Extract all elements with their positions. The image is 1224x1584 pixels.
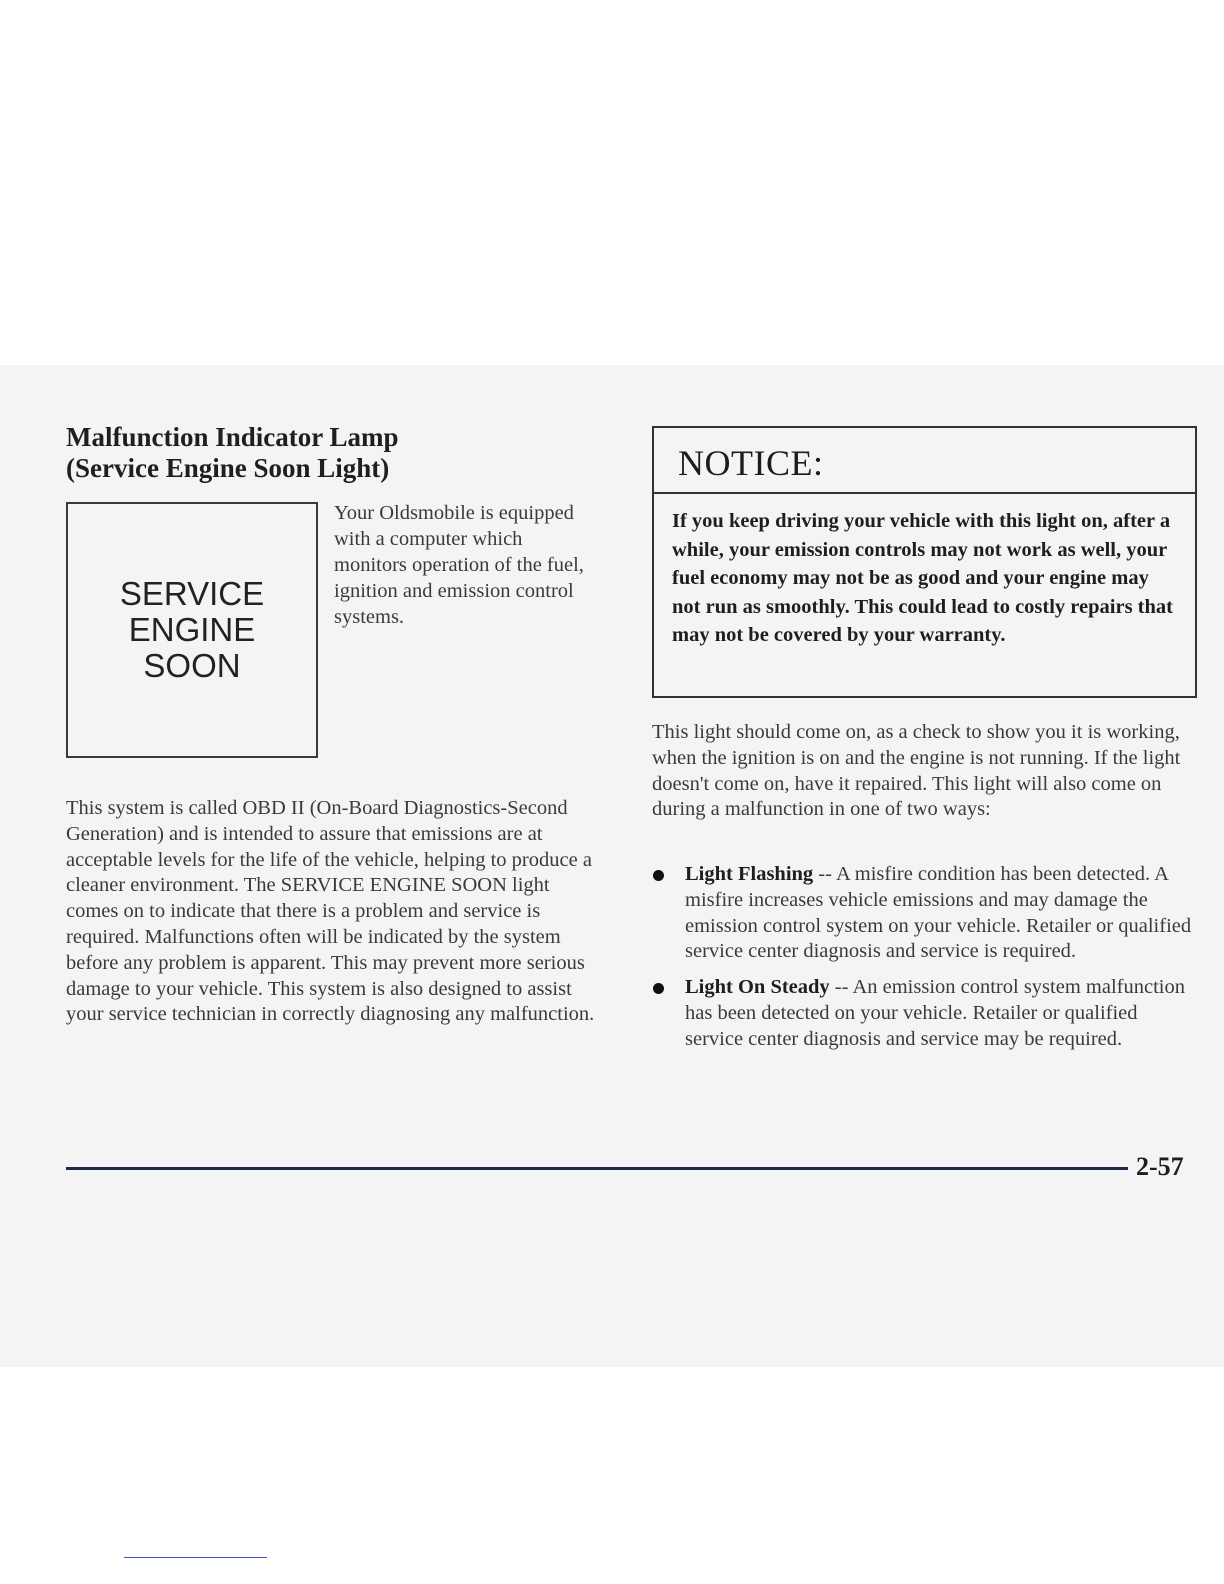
lamp-text-line2: ENGINE (128, 611, 256, 648)
bullet-icon (653, 870, 664, 881)
list-item (652, 862, 1197, 965)
lamp-text-line3: SOON (143, 647, 241, 684)
bullet-term: Light On Steady (685, 976, 830, 999)
notice-text: If you keep driving your vehicle with this light on, after a while, your emission controls may not work as well, your fuel economy may not be as good and your engine may not run as smoothly. This could lead to costly repairs that may not be covered by your warranty. (672, 510, 1173, 647)
list-item (652, 975, 1197, 1052)
malfunction-modes-list (652, 862, 1197, 1063)
intro-paragraph: Your Oldsmobile is equipped with a computer which monitors operation of the fuel, ignition and emission control systems. (334, 502, 584, 628)
bullet-term: Light Flashing (685, 863, 814, 885)
notice-box (652, 426, 1197, 698)
section-title-line1: Malfunction Indicator Lamp (66, 422, 399, 452)
notice-heading: NOTICE: (654, 428, 1195, 494)
bullet-icon (653, 983, 664, 994)
bottom-link-underline[interactable] (124, 1557, 267, 1558)
bullet-text: -- A misfire condition has been detected. A misfire increases vehicle emissions and may damage the emission control system on your vehicle. Retailer or qualified service center diagnosis and service is required. (685, 863, 1192, 963)
bullet-text: -- An emission control system malfunction has been detected on your vehicle. Retailer or qualified service center diagnosis and service may be required. (685, 976, 1185, 1050)
service-engine-soon-lamp-illustration (66, 502, 318, 758)
page-number: 2-57 (1136, 1152, 1184, 1181)
footer-rule (66, 1167, 1128, 1170)
lamp-text-line1: SERVICE (119, 575, 265, 612)
light-check-paragraph: This light should come on, as a check to show you it is working, when the ignition is on and the engine is not running. If the light doesn't come on, have it repaired. This light will also come on during a malfunction in one of two ways: (652, 721, 1181, 821)
obd-description-paragraph: This system is called OBD II (On-Board Diagnostics-Second Generation) and is intended to assure that emissions are at acceptable levels for the life of the vehicle, helping to produce a cleaner environment. The SERVICE ENGINE SOON light comes on to indicate that there is a problem and service is required. Malfunctions often will be indicated by the system before any problem is apparent. This may prevent more serious damage to your vehicle. This system is also designed to assist your service technician in correctly diagnosing any malfunction. (66, 797, 595, 1026)
section-title (66, 422, 586, 484)
section-title-line2: (Service Engine Soon Light) (66, 453, 390, 483)
